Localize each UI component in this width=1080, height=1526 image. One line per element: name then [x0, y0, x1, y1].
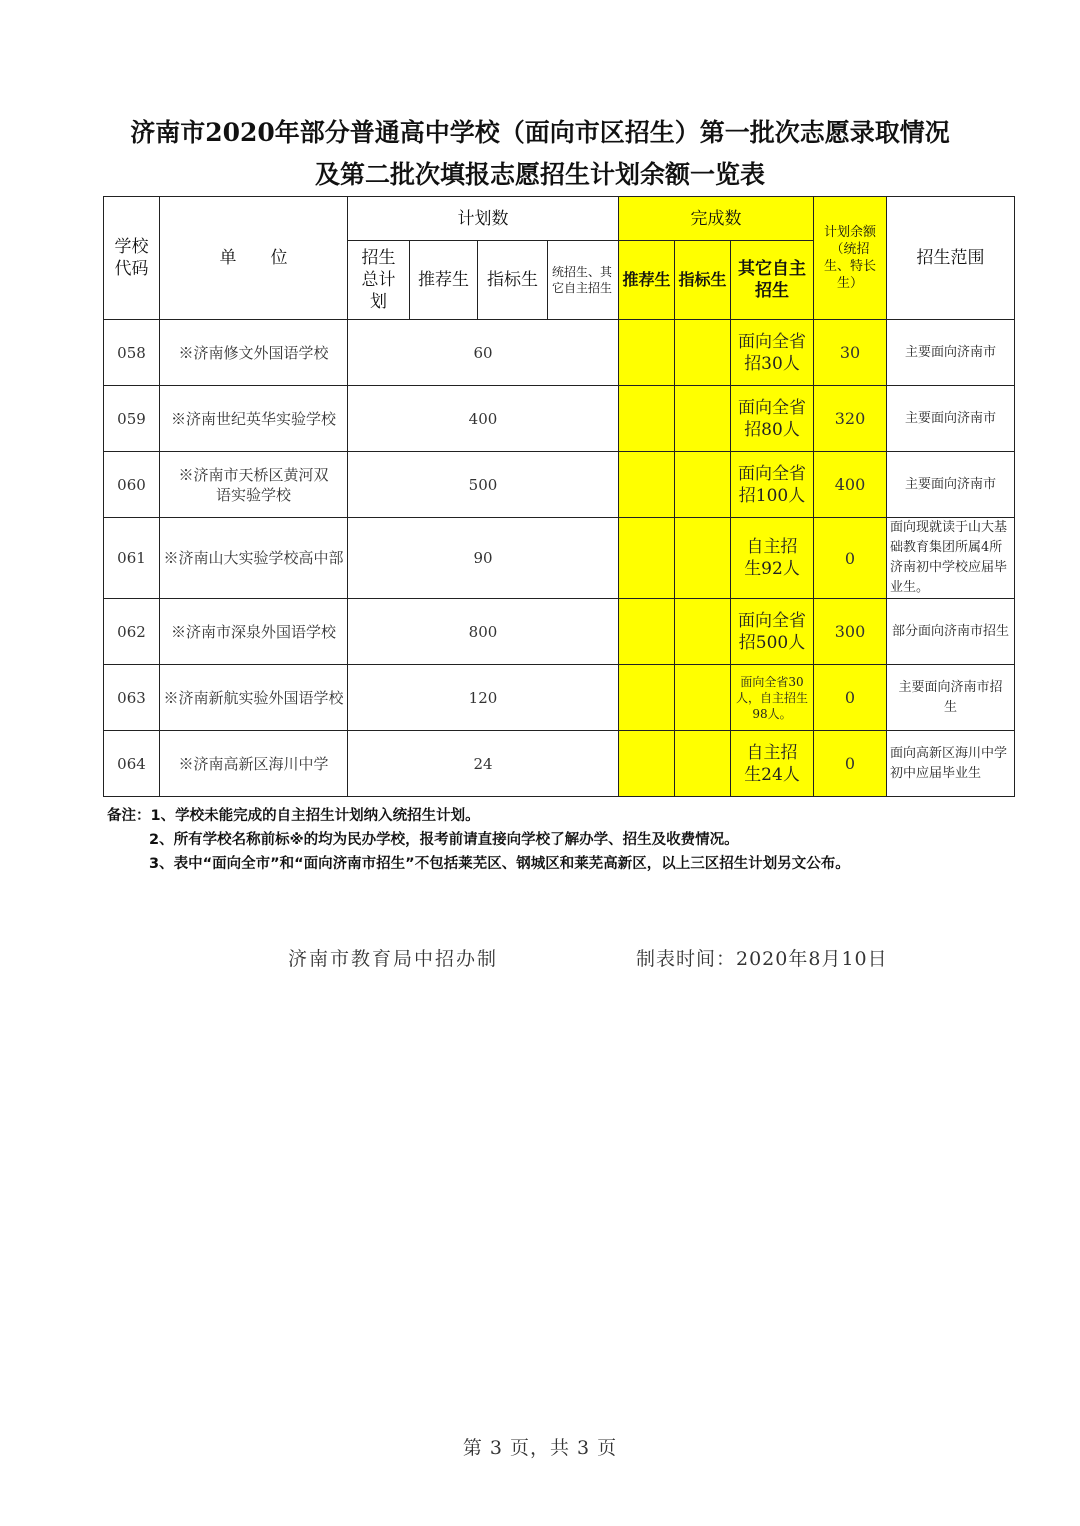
done-recommend — [619, 665, 675, 731]
done-other: 面向全省招80人 — [731, 386, 814, 452]
plan-remain: 0 — [814, 518, 887, 599]
table-row — [104, 665, 1015, 731]
header-plan: 计划数 — [348, 197, 619, 241]
header-plan-recommend: 推荐生 — [410, 241, 478, 320]
done-recommend — [619, 731, 675, 797]
plan-total: 60 — [348, 320, 619, 386]
header-plan-total: 招生总计划 — [348, 241, 410, 320]
remark-1: 备注：1、学校未能完成的自主招生计划纳入统招生计划。 — [107, 808, 480, 824]
enrollment-scope: 部分面向济南市招生 — [887, 599, 1015, 665]
school-name: ※济南新航实验外国语学校 — [160, 665, 348, 731]
plan-total: 500 — [348, 452, 619, 518]
done-quota — [675, 386, 731, 452]
done-quota — [675, 599, 731, 665]
remarks — [107, 804, 1013, 876]
page-number: 第 3 页，共 3 页 — [462, 1437, 618, 1459]
enrollment-scope: 主要面向济南市 — [887, 320, 1015, 386]
plan-total: 800 — [348, 599, 619, 665]
header-done: 完成数 — [619, 197, 814, 241]
done-recommend — [619, 599, 675, 665]
table-row — [104, 386, 1015, 452]
title-line-2: 及第二批次填报志愿招生计划余额一览表 — [314, 160, 765, 189]
plan-total: 400 — [348, 386, 619, 452]
school-code: 058 — [104, 320, 160, 386]
header-scope: 招生范围 — [887, 197, 1015, 320]
remark-3: 3、表中“面向全市”和“面向济南市招生”不包括莱芜区、钢城区和莱芜高新区，以上三区招生计划另文公布。 — [149, 856, 850, 872]
plan-remain: 400 — [814, 452, 887, 518]
issue-date: 制表时间：2020年8月10日 — [636, 948, 888, 970]
enrollment-scope: 面向现就读于山大基础教育集团所属4所济南初中学校应届毕业生。 — [887, 518, 1015, 599]
plan-remain: 30 — [814, 320, 887, 386]
plan-remain: 0 — [814, 665, 887, 731]
table-row — [104, 452, 1015, 518]
plan-remain: 300 — [814, 599, 887, 665]
enrollment-scope: 面向高新区海川中学初中应届毕业生 — [887, 731, 1015, 797]
header-done-recommend: 推荐生 — [619, 241, 675, 320]
done-recommend — [619, 452, 675, 518]
plan-total: 24 — [348, 731, 619, 797]
enrollment-scope: 主要面向济南市 — [887, 452, 1015, 518]
school-code: 063 — [104, 665, 160, 731]
school-name: ※济南市深泉外国语学校 — [160, 599, 348, 665]
header-plan-quota: 指标生 — [478, 241, 548, 320]
school-code: 062 — [104, 599, 160, 665]
school-code: 060 — [104, 452, 160, 518]
done-other: 面向全省招100人 — [731, 452, 814, 518]
school-name: ※济南山大实验学校高中部 — [160, 518, 348, 599]
school-code: 064 — [104, 731, 160, 797]
table-row — [104, 320, 1015, 386]
table-row — [104, 731, 1015, 797]
plan-remain: 320 — [814, 386, 887, 452]
enrollment-scope: 主要面向济南市 — [887, 386, 1015, 452]
done-quota — [675, 665, 731, 731]
school-code: 059 — [104, 386, 160, 452]
header-done-quota: 指标生 — [675, 241, 731, 320]
school-name: ※济南世纪英华实验学校 — [160, 386, 348, 452]
plan-remain: 0 — [814, 731, 887, 797]
done-other: 面向全省30人，自主招生98人。 — [731, 665, 814, 731]
school-name: ※济南高新区海川中学 — [160, 731, 348, 797]
header-code: 学校代码 — [104, 197, 160, 320]
done-recommend — [619, 320, 675, 386]
done-recommend — [619, 386, 675, 452]
done-quota — [675, 320, 731, 386]
table-row — [104, 518, 1015, 599]
done-quota — [675, 518, 731, 599]
plan-total: 120 — [348, 665, 619, 731]
done-quota — [675, 731, 731, 797]
header-unit: 单 位 — [160, 197, 348, 320]
done-other: 自主招生24人 — [731, 731, 814, 797]
issuing-office: 济南市教育局中招办制 — [288, 948, 499, 970]
table-row — [104, 599, 1015, 665]
header-remain: 计划余额（统招生、特长生） — [814, 197, 887, 320]
document-title — [0, 112, 1080, 196]
school-name: ※济南市天桥区黄河双语实验学校 — [160, 452, 348, 518]
done-recommend — [619, 518, 675, 599]
done-other: 面向全省招30人 — [731, 320, 814, 386]
title-line-1: 济南市2020年部分普通高中学校（面向市区招生）第一批次志愿录取情况 — [130, 118, 950, 147]
school-code: 061 — [104, 518, 160, 599]
plan-total: 90 — [348, 518, 619, 599]
done-other: 自主招生92人 — [731, 518, 814, 599]
remark-2: 2、所有学校名称前标※的均为民办学校，报考前请直接向学校了解办学、招生及收费情况。 — [149, 832, 739, 848]
enrollment-scope: 主要面向济南市招生 — [887, 665, 1015, 731]
header-plan-other: 统招生、其它自主招生 — [548, 241, 619, 320]
admission-table — [103, 196, 1015, 797]
done-quota — [675, 452, 731, 518]
header-done-other: 其它自主招生 — [731, 241, 814, 320]
done-other: 面向全省招500人 — [731, 599, 814, 665]
school-name: ※济南修文外国语学校 — [160, 320, 348, 386]
